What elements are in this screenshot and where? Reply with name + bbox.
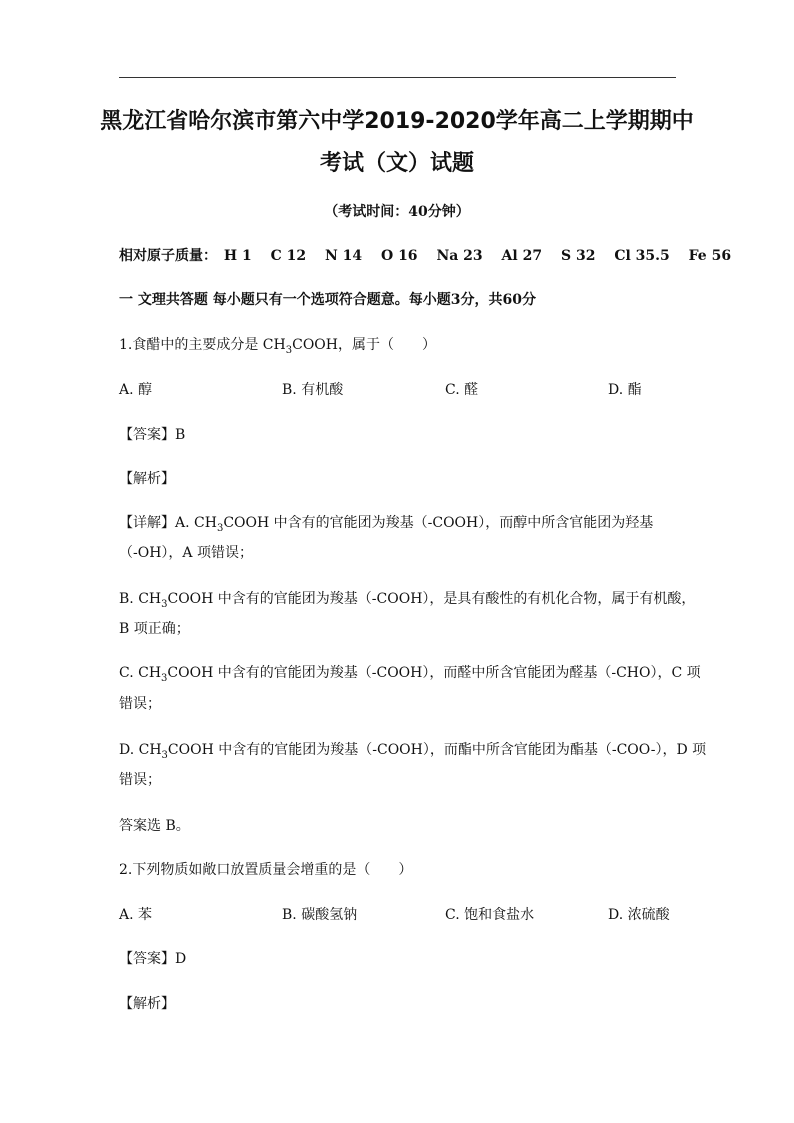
q2-stem: 2.下列物质如敞口放置质量会增重的是（ ）: [119, 862, 413, 878]
exam-time: （考试时间：40分钟）: [324, 204, 470, 220]
q1-analysis: 【解析】: [119, 471, 175, 487]
atomic-mass-label: 相对原子质量：: [119, 248, 217, 264]
atomic-mass-item: Fe 56: [688, 248, 732, 264]
q1-detail-a: 【详解】A. $CH_3COOH$ 中含有的官能团为羧基（-COOH），而醇中所含官能团为羟基: [119, 515, 654, 534]
q1-conclusion: 答案选 B。: [119, 818, 190, 834]
atomic-mass-item: Al 27: [501, 248, 543, 264]
q1-detail-c-cont: 错误；: [119, 696, 161, 712]
q1-detail-d-cont: 错误；: [119, 772, 161, 788]
atomic-mass-item: N 14: [324, 248, 363, 264]
q1-option-d: D. 酯: [608, 382, 642, 398]
atomic-mass-item: H 1: [223, 248, 252, 264]
atomic-mass-item: C 12: [270, 248, 307, 264]
doc-title-line1: 黑龙江省哈尔滨市第六中学2019-2020学年高二上学期期中: [100, 109, 694, 134]
q2-option-c: C. 饱和食盐水: [445, 907, 535, 923]
doc-title-line2: 考试（文）试题: [319, 151, 474, 176]
atomic-mass-item: S 32: [560, 248, 596, 264]
q1-option-a: A. 醇: [119, 382, 153, 398]
q1-detail-b-cont: B 项正确；: [119, 621, 190, 637]
q2-analysis: 【解析】: [119, 996, 175, 1012]
atomic-mass-item: Cl 35.5: [614, 248, 670, 264]
q1-option-b: B. 有机酸: [282, 382, 344, 398]
atomic-mass-line: [119, 245, 745, 265]
section-heading: 一 文理共答题 每小题只有一个选项符合题意。每小题3分，共60分: [119, 292, 536, 308]
q1-detail-c: C. $CH_3COOH$ 中含有的官能团为羧基（-COOH），而醛中所含官能团为醛基（-CHO），C 项: [119, 665, 701, 684]
atomic-mass-item: Na 23: [436, 248, 483, 264]
q1-answer: 【答案】B: [119, 427, 186, 443]
header-rule: [119, 77, 676, 78]
q1-stem: 1.食醋中的主要成分是 $CH_3COOH$，属于（ ）: [119, 337, 436, 356]
q2-option-d: D. 浓硫酸: [608, 907, 670, 923]
q2-answer: 【答案】D: [119, 951, 187, 967]
q2-option-b: B. 碳酸氢钠: [282, 907, 358, 923]
q1-option-c: C. 醛: [445, 382, 479, 398]
q2-option-a: A. 苯: [119, 907, 153, 923]
q1-detail-a-cont: （-OH），A 项错误；: [119, 545, 253, 561]
q1-detail-b: B. $CH_3COOH$ 中含有的官能团为羧基（-COOH），是具有酸性的有机化合物，属于有机酸，: [119, 591, 696, 610]
q1-detail-d: D. $CH_3COOH$ 中含有的官能团为羧基（-COOH），而酯中所含官能团为酯基（-COO-），D 项: [119, 742, 707, 761]
atomic-mass-item: O 16: [381, 248, 418, 264]
